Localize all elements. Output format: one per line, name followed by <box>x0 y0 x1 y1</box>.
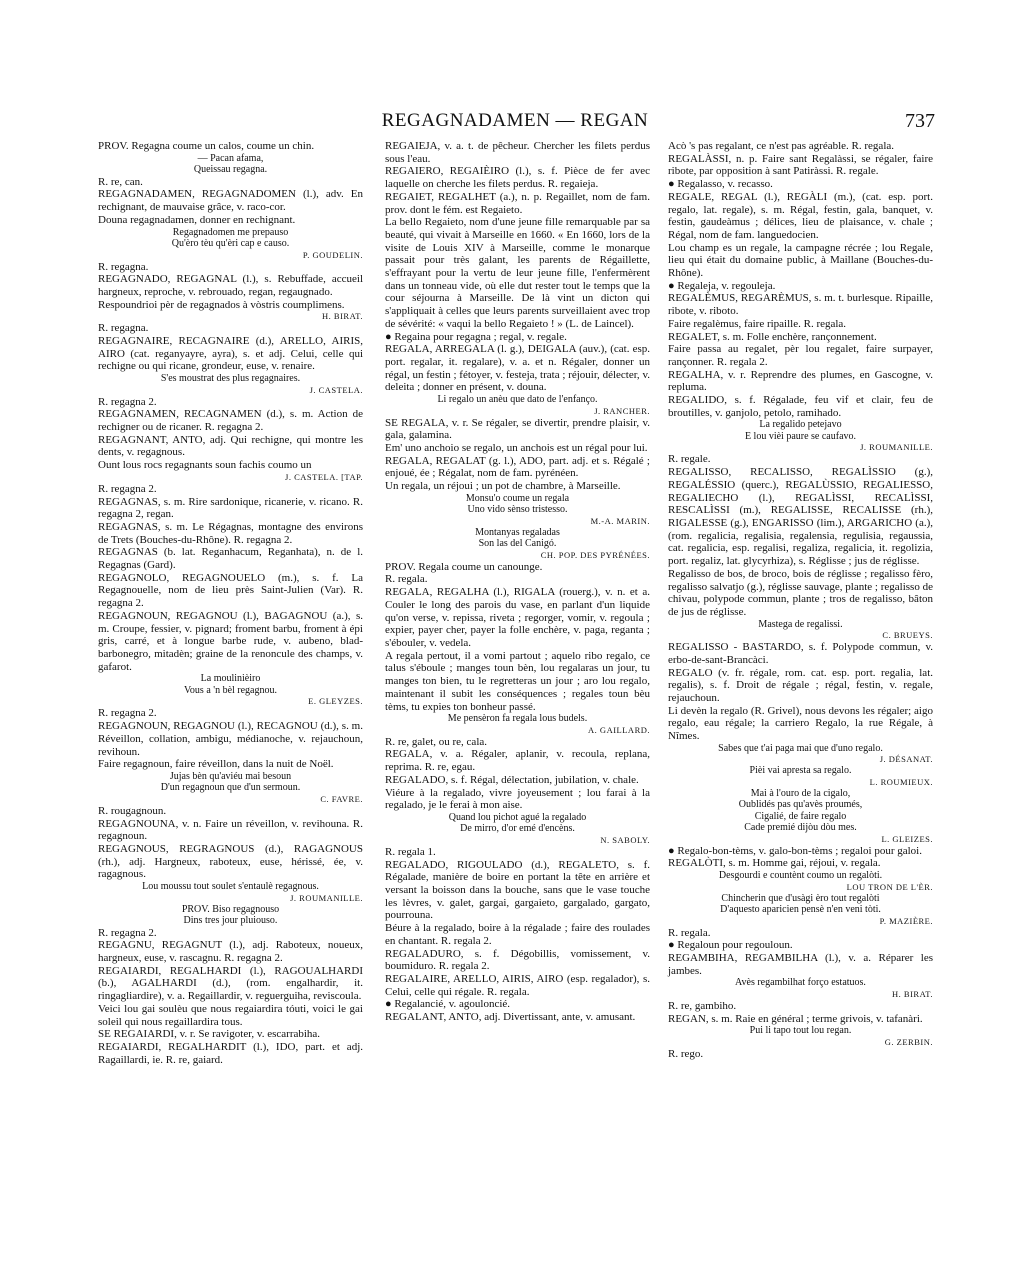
quotation-line: Uno vido sènso tristesso. <box>467 504 568 516</box>
page-number: 737 <box>905 110 935 132</box>
quotation-line: Qu'èro tèu qu'èri cap e causo. <box>171 238 290 250</box>
author-attribution: LOU TRON DE L'ÈR. <box>846 881 933 892</box>
dictionary-entry: SE REGALA, v. r. Se régaler, se divertir, prendre plaisir, v. gala, galamina. <box>385 416 650 442</box>
running-title: REGAGNADAMEN — REGAN <box>381 110 649 131</box>
author-attribution: J. ROUMANILLE. <box>860 442 933 453</box>
quotation-line: Quand lou pichot agué la regalado <box>448 811 587 823</box>
dictionary-entry: REGALADO, RIGOULADO (d.), REGALETO, s. f. Régalade, manière de boire en portant la tête en arrière et versant la boisson dans la bouche, sans que le vase touche les lèvres, v. galet, gargai, gargaieto, gargalado, gargato, pourrouna. <box>385 858 650 922</box>
dictionary-entry: REGAGNU, REGAGNUT (l.), adj. Raboteux, noueux, hargneux, euse, v. rascagnu. R. regagna 2. <box>98 939 363 965</box>
quotation-line: Desgourdi e countènt coumo un regalòti. <box>718 870 883 882</box>
dictionary-entry: REGAGNADAMEN, REGAGNADOMEN (l.), adv. En rechignant, de mauvaise grâce, v. raco-cor. <box>98 188 363 214</box>
quotation-line: Sabes que t'ai paga mai que d'uno regalo. <box>718 742 883 754</box>
dictionary-entry: REGAN, s. m. Raie en général ; terme grivois, v. tafanàri. <box>668 1012 923 1025</box>
dictionary-entry: Lou champ es un regale, la campagne récrée ; lou Regale, lieu qui était du domaine public, à Maillane (Bouches-du-Rhône). <box>668 241 933 280</box>
quotation-line: Cigalié, de faire regalo <box>754 810 847 822</box>
dictionary-entry: ● Regaina pour regagna ; regal, v. regale. <box>385 330 567 343</box>
quotation-line: Dins tres jour pluiouso. <box>183 915 278 927</box>
dictionary-entry: Faire regalèmus, faire ripaille. R. regala. <box>668 317 847 330</box>
dictionary-entry: REGALA, ARREGALA (l. g.), DEIGALA (auv.), (cat. esp. port. regalar, it. regalare), v. a. et n. Régaler, donner un régal, un festin ; fétoyer, v. festeja, trata ; réjouir, délecter, v. deleita ; donner en présent, v. douna. <box>385 343 650 394</box>
dictionary-entry: R. regala 1. <box>385 845 436 858</box>
dictionary-entry: R. regagna. <box>98 260 149 273</box>
quotation-line: Queissau regagna. <box>193 164 268 176</box>
dictionary-entry: R. re, galet, ou re, cala. <box>385 735 488 748</box>
dictionary-entry: ● Regaleja, v. regouleja. <box>668 279 776 292</box>
dictionary-entry: La bello Regaieto, nom d'une jeune fille remarquable par sa beauté, qui vivait à Marseille en 1660. « En 1660, lors de la visite de Louis XIV à Marseille, comme le monarque passait pour très galant, les parents de Régaillette, s'effrayant pour la vertu de leur jeune fille, l'enfermèrent dans un tonneau vide, où elle dut rester tout le temps que la cour séjourna à Marseille. De là vint un dicton qui s'appliquait à celles que leurs parents surveillaient avec trop de sévérité: « vaqui la bello Regaieto ! » (L. de Laincel). <box>385 216 650 330</box>
dictionary-entry: R. regagna 2. <box>98 482 157 495</box>
quotation-line: Li regalo un anèu que dato de l'enfanço. <box>437 394 598 406</box>
quotation-line: Chincherin que d'usàgi èro tout regalòti <box>721 892 880 904</box>
dictionary-entry: R. re, gambiho. <box>668 999 737 1012</box>
dictionary-entry: Veici lou gai soulèu que nous regaiardira tóuti, voici le gai soleil qui nous regaillardira tous. <box>98 1002 363 1028</box>
dictionary-entry: Em' uno anchoio se regalo, un anchois est un régal pour lui. <box>385 441 648 454</box>
dictionary-entry: REGAMBIHA, REGAMBILHA (l.), v. a. Réparer les jambes. <box>668 952 933 977</box>
dictionary-entry: REGAGNANT, ANTO, adj. Qui rechigne, qui montre les dents, v. regagnous. <box>98 433 363 459</box>
quotation-line: De mirro, d'or emé d'encèns. <box>460 823 575 835</box>
quotation-line: Pièi vai apresta sa regalo. <box>749 765 852 777</box>
quotation-line: La moulinièiro <box>200 673 261 685</box>
quotation-line: Pui li tapo tout lou regan. <box>749 1025 852 1037</box>
author-attribution: H. BIRAT. <box>892 988 933 999</box>
quotation-line: Montanyas regaladas <box>475 526 560 538</box>
dictionary-entry: REGALA, REGALAT (g. l.), ADO, part. adj. et s. Régalé ; enjoué, ée ; Régalat, nom de fam. pyrénéen. <box>385 454 650 480</box>
dictionary-entry: Béure à la regalado, boire à la régalade ; faire des roulades en chantant. R. regala 2. <box>385 922 650 947</box>
dictionary-entry: REGAGNOUN, REGAGNOU (l.), BAGAGNOU (a.), s. m. Croupe, fessier, v. pignard; froment barbu, froment à épi gris, carré, et à longue barbe rude, v. aubeno, blad-barbonegro, mitadèn; graine de la renoncule des champs, v. gafarot. <box>98 609 363 673</box>
dictionary-entry: REGALHA, v. r. Reprendre des plumes, en Gascogne, v. repluma. <box>668 368 933 394</box>
dictionary-entry: Douna regagnadamen, donner en rechignant. <box>98 213 296 226</box>
quotation-line: Mastega de regalissi. <box>758 618 843 630</box>
quotation-line: D'aquesto aparicien pensè n'en veni tòti. <box>720 904 881 916</box>
dictionary-entry: REGALÒTI, s. m. Homme gai, réjoui, v. regala. <box>668 857 881 870</box>
dictionary-entry: REGAIERO, REGAIÈIRO (l.), s. f. Pièce de fer avec laquelle on cherche les filets perdus. R. regaieja. <box>385 165 650 191</box>
dictionary-entry: PROV. Regagna coume un calos, coume un chin. <box>98 140 315 152</box>
dictionary-entry: R. rougagnoun. <box>98 804 167 817</box>
quotation-line: Jujas bèn qu'aviéu mai besoun <box>169 770 292 782</box>
quotation-line: PROV. Biso regagnouso <box>181 903 280 915</box>
author-attribution: A. GAILLARD. <box>588 724 650 735</box>
dictionary-entry: REGALISSO - BASTARDO, s. f. Polypode commun, v. erbo-de-sant-Brancàci. <box>668 641 933 666</box>
column-right <box>668 140 933 1061</box>
dictionary-entry: REGAIET, REGALHET (a.), n. p. Regaillet, nom de fam. prov. dont le fém. est Regaieto. <box>385 190 650 216</box>
quotation-line: Mai à l'ouro de la cigalo, <box>750 787 851 799</box>
dictionary-entry: R. re, can. <box>98 175 143 188</box>
dictionary-entry: REGAIEJA, v. a. t. de pêcheur. Chercher les filets perdus sous l'eau. <box>385 140 650 165</box>
dictionary-entry: Faire regagnoun, faire réveillon, dans la nuit de Noël. <box>98 758 334 771</box>
dictionary-entry: REGALIDO, s. f. Régalade, feu vif et clair, feu de broutilles, v. ganjolo, petolo, ramihado. <box>668 394 933 419</box>
quotation-line: S'es moustrat des plus regagnaires. <box>160 373 301 385</box>
author-attribution: L. ROUMIEUX. <box>869 776 933 787</box>
dictionary-entry: REGALISSO, RECALISSO, REGALÌSSIO (g.), REGALÉSSIO (querc.), REGALÙSSIO, REGALIESSO, REGALIECHO (l.), REGALÌSSI, RECALÌSSI, RESCALÌSSI (m.), REGALISSE, RECALISSE (rh.), RIGALESSE (g.), ENGARISSO (lim.), ARGARICHO (a.), (rom. regalicia, regalisia, regalensia, regulisia, regaussia, cat. regalicia, esp. regalisi, regaliza, regalicia, it. regolizia, port. regaliz, lat. glycyrhiza), s. Réglisse ; jus de réglisse. <box>668 466 933 568</box>
author-attribution: L. GLEIZES. <box>881 833 933 844</box>
quotation-line: La regalido petejavo <box>759 419 842 431</box>
dictionary-entry: Li devèn la regalo (R. Grivel), nous devons les régaler; aigo regalo, eau régale; la carriero Regalo, la rue Régale, à Nîmes. <box>668 704 933 743</box>
quotation-line: — Pacan afama, <box>197 152 264 164</box>
dictionary-entry: Viéure à la regalado, vivre joyeusement ; lou farai à la regalado, je le ferai à mon aise. <box>385 786 650 812</box>
dictionary-entry: ● Regalo-bon-tèms, v. galo-bon-tèms ; regaloi pour galoi. <box>668 844 922 857</box>
dictionary-entry: REGALANT, ANTO, adj. Divertissant, ante, v. amusant. <box>385 1011 636 1024</box>
dictionary-entry: REGALÀSSI, n. p. Faire sant Regalàssi, se régaler, faire ribote, par opposition à sant Patiràssi. R. regale. <box>668 152 933 178</box>
author-attribution: J. ROUMANILLE. <box>290 892 363 903</box>
quotation-line: Me pensèron fa regala lous budels. <box>447 713 588 725</box>
author-attribution: M.-A. MARIN. <box>590 515 650 526</box>
dictionary-entry: REGAIARDI, REGALHARDI (l.), RAGOUALHARDI (b.), AGALHARDI (d.), (rom. engalhardir, it. ringagliardire), v. a. Regaillardir, v. reguerguiha, reviscoula. <box>98 964 363 1003</box>
dictionary-entry: REGALE, REGAL (l.), REGÀLI (m.), (cat. esp. port. regalo, lat. regale), s. m. Régal, festin, gala, banquet, v. festin, gaudeàmus ; délices, lieu de plaisance, v. chale ; Régal, nom de fam. languedocien. <box>668 190 933 241</box>
dictionary-entry: R. rego. <box>668 1047 704 1060</box>
quotation-line: D'un regagnoun que d'un sermoun. <box>160 782 301 794</box>
author-attribution: E. GLEYZES. <box>308 696 363 707</box>
dictionary-entry: REGALADURO, s. f. Dégobillis, vomissement, v. boumiduro. R. regala 2. <box>385 947 650 973</box>
page-header <box>95 110 935 140</box>
dictionary-entry: REGAGNAMEN, RECAGNAMEN (d.), s. m. Action de rechigner ou de ricaner. R. regagna 2. <box>98 408 363 434</box>
dictionary-entry: SE REGAIARDI, v. r. Se ravigoter, v. escarrabiha. <box>98 1028 321 1041</box>
author-attribution: G. ZERBIN. <box>884 1036 933 1047</box>
dictionary-entry: REGAGNADO, REGAGNAL (l.), s. Rebuffade, accueil hargneux, reproche, v. rebrouado, regan, regaugnado. <box>98 273 363 298</box>
dictionary-entry: PROV. Regala coume un canounge. <box>385 560 543 573</box>
column-middle <box>385 140 650 1024</box>
dictionary-entry: Ount lous rocs regagnants soun fachis coumo un <box>98 459 312 472</box>
dictionary-entry: Un regala, un réjoui ; un pot de chambre, à Marseille. <box>385 480 621 493</box>
dictionary-entry: R. regagna. <box>98 322 149 335</box>
dictionary-entry: R. regala. <box>668 926 711 939</box>
author-attribution: J. CASTELA. <box>309 384 363 395</box>
dictionary-entry: Regalisso de bos, de broco, bois de réglisse ; regalisso fèro, regalisso salvatjo (g.), réglisse sauvage, plante ; regalisso de chivau, polypode commun, plante ; tros de regalisso, bâton de jus de réglisse. <box>668 567 933 618</box>
quotation-line: Regagnadomen me prepauso <box>172 226 289 238</box>
dictionary-entry: R. regale. <box>668 453 711 466</box>
author-attribution: CH. POP. DES PYRÉNÉES. <box>540 549 650 560</box>
dictionary-entry: REGAGNOUN, REGAGNOU (l.), RECAGNOU (d.), s. m. Réveillon, collation, ambigu, médianoche, v. rejauchoun, revihoun. <box>98 720 363 758</box>
dictionary-entry: R. regagna 2. <box>98 395 157 408</box>
quotation-line: Monsu'o coume un regala <box>465 492 570 504</box>
dictionary-entry: REGALA, REGALHA (l.), RIGALA (rouerg.), v. n. et a. Couler le long des parois du vase, en parlant d'un liquide qu'on verse, v. repissa, riveta ; regorger, vomir, v. regoula ; expier, payer cher, payer la folle enchère, v. paga, reganta ; s'ébouler, v. vedela. <box>385 586 650 649</box>
quotation-line: E lou vièi paure se caufavo. <box>744 430 857 442</box>
dictionary-entry: REGAGNAS, s. m. Rire sardonique, ricanerie, v. ricano. R. regagna 2, regan. <box>98 495 363 521</box>
quotation-line: Vous a 'n bèl regagnou. <box>184 684 277 696</box>
dictionary-entry: REGALET, s. m. Folle enchère, rançonnement. <box>668 330 877 343</box>
dictionary-entry: Respoundrioi pèr de regagnados à vòstris coumplimens. <box>98 298 345 311</box>
dictionary-entry: REGAGNAS (b. lat. Reganhacum, Reganhata), n. de l. Regagnas (Gard). <box>98 546 363 572</box>
author-attribution: H. BIRAT. <box>322 311 363 322</box>
dictionary-entry: REGALÈMUS, REGARÈMUS, s. m. t. burlesque. Ripaille, ribote, v. riboto. <box>668 292 933 318</box>
author-attribution: N. SABOLY. <box>600 834 650 845</box>
quotation-line: Oublidés pas qu'avès proumés, <box>738 799 863 811</box>
dictionary-entry: REGAGNOUNA, v. n. Faire un réveillon, v. revihouna. R. regagnoun. <box>98 817 363 843</box>
dictionary-entry: REGAGNAIRE, RECAGNAIRE (d.), ARELLO, AIRIS, AIRO (cat. reganyayre, ayra), s. et adj. Celui, celle qui rechigne ou qui ricane, grondeur, euse, v. renaire. <box>98 335 363 373</box>
quotation-line: Lou moussu tout soulet s'entaulè regagnous. <box>142 881 319 893</box>
quotation-line: Son las del Canigó. <box>478 538 557 550</box>
dictionary-entry: R. regagna 2. <box>98 707 157 720</box>
dictionary-entry: REGALA, v. a. Régaler, aplanir, v. recoula, replana, reprima. R. re, egau. <box>385 748 650 774</box>
dictionary-entry: R. regala. <box>385 573 428 586</box>
quotation-line: Cade premié dijòu dòu mes. <box>744 822 857 834</box>
dictionary-entry: REGALO (v. fr. régale, rom. cat. esp. port. regalia, lat. regalis), s. f. Droit de régale ; régal, festin, v. regale, rejauchoun. <box>668 666 933 704</box>
author-attribution: C. BRUEYS. <box>882 630 933 641</box>
dictionary-entry: ● Regalasso, v. recasso. <box>668 178 773 191</box>
dictionary-entry: REGALAIRE, ARELLO, AIRIS, AIRO (esp. regalador), s. Celui, celle qui régale. R. regala. <box>385 972 650 998</box>
dictionary-entry: Acò 's pas regalant, ce n'est pas agréable. R. regala. <box>668 140 895 152</box>
dictionary-entry: A regala pertout, il a vomi partout ; aquelo ribo regalo, ce talus s'éboule ; manges toun bèn, lou regalaras un jour, tu manges ton bien, tu le regretteras un jour ; aro lou regalo, maintenant il subit les conséquences ; regales toun bèu tèms, tu expies ton bonheur passé. <box>385 649 650 713</box>
author-attribution: C. FAVRE. <box>320 793 363 804</box>
author-attribution: J. RANCHER. <box>594 405 650 416</box>
author-attribution: J. CASTELA. [TAP. <box>285 471 363 482</box>
dictionary-entry: REGAGNOLO, REGAGNOUELO (m.), s. f. La Regagnouelle, nom de lieu près Saint-Julien (Var). R. regagna 2. <box>98 571 363 610</box>
quotation-line: Avès regambilhat forço estatuos. <box>735 977 866 989</box>
dictionary-entry: REGAIARDI, REGALHARDIT (l.), IDO, part. et adj. Ragaillardi, ie. R. re, gaiard. <box>98 1040 363 1066</box>
dictionary-entry: REGAGNOUS, REGRAGNOUS (d.), RAGAGNOUS (rh.), adj. Hargneux, raboteux, euse, hérissé, ée, v. ragagnous. <box>98 843 363 881</box>
dictionary-entry: ● Regaloun pour regouloun. <box>668 939 793 952</box>
dictionary-entry: Faire passa au regalet, pèr lou regalet, faire surpayer, rançonner. R. regala 2. <box>668 343 933 368</box>
column-left <box>98 140 363 1066</box>
dictionary-entry: ● Regalancié, v. agouloncié. <box>385 998 511 1011</box>
author-attribution: P. MAZIÈRE. <box>879 915 933 926</box>
dictionary-entry: REGAGNAS, s. m. Le Régagnas, montagne des environs de Trets (Bouches-du-Rhône). R. regagna 2. <box>98 520 363 546</box>
dictionary-entry: R. regagna 2. <box>98 926 157 939</box>
author-attribution: J. DÉSANAT. <box>879 754 933 765</box>
dictionary-entry: REGALADO, s. f. Régal, délectation, jubilation, v. chale. <box>385 773 639 786</box>
author-attribution: P. GOUDELIN. <box>302 249 363 260</box>
